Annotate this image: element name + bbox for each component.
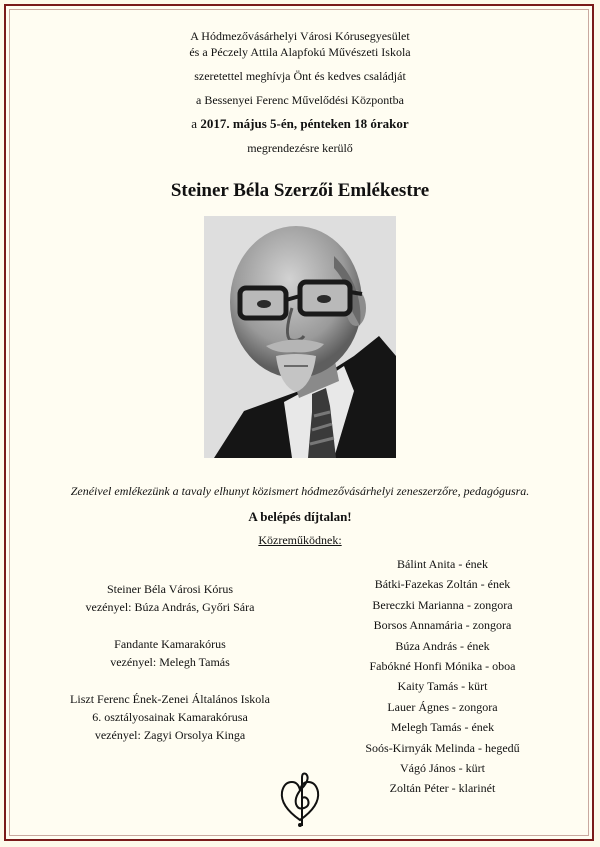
organizer-line-1: A Hódmezővásárhelyi Városi Kórusegyesület	[190, 29, 410, 43]
organizer-line-2: és a Péczely Attila Alapfokú Művészeti Iskola	[189, 45, 411, 59]
soloist-item: Búza András - ének	[395, 638, 490, 653]
invite-line: szeretettel meghívja Önt és kedves családját	[194, 69, 406, 83]
ensemble-conductor: vezényel: Zagyi Orsolya Kinga	[94, 728, 246, 742]
soloist-item: Kaity Tamás - kürt	[397, 679, 488, 694]
soloist-item: Fabókné Honfi Mónika - oboa	[369, 658, 516, 673]
ensemble-item	[40, 580, 300, 616]
ensemble-name: Steiner Béla Városi Kórus	[106, 582, 234, 596]
soloist-item: Borsos Annamária - zongora	[373, 618, 512, 633]
ensemble-item	[40, 635, 300, 671]
portrait-photo	[204, 216, 396, 458]
event-date: 2017. május 5-én, pénteken 18 órakor	[200, 116, 409, 131]
event-title: Steiner Béla Szerzői Emlékestre	[170, 180, 430, 201]
ensemble-name-continued: 6. osztályosainak Kamarakórusa	[92, 710, 248, 724]
venue-line: a Bessenyei Ferenc Művelődési Központba	[196, 93, 404, 107]
free-entry-note: A belépés díjtalan!	[248, 509, 352, 524]
composer-portrait	[204, 216, 396, 458]
soloist-item: Vágó János - kürt	[400, 760, 485, 775]
ensemble-conductor: vezényel: Búza András, Győri Sára	[85, 600, 255, 614]
ensemble-name: Fandante Kamarakórus	[114, 637, 226, 651]
ensembles-list	[40, 580, 300, 763]
date-line	[0, 116, 600, 132]
soloist-item: Bálint Anita - ének	[397, 557, 488, 571]
soloist-item: Lauer Ágnes - zongora	[387, 699, 498, 714]
heart-treble-clef-icon	[274, 770, 326, 828]
invitation-header	[0, 28, 600, 156]
soloist-item: Zoltán Péter - klarinét	[389, 781, 496, 796]
tribute-tagline: Zenéivel emlékezünk a tavaly elhunyt közismert hódmezővásárhelyi zeneszerzőre, pedagógusra.	[70, 484, 530, 498]
soloist-item: Bátki-Fazekas Zoltán - ének	[374, 577, 511, 592]
ensemble-name: Liszt Ferenc Ének-Zenei Általános Iskola	[70, 692, 270, 706]
soloist-item: Melegh Tamás - ének	[390, 720, 495, 735]
event-intro: megrendezésre kerülő	[247, 141, 353, 155]
soloist-item: Bereczki Marianna - zongora	[372, 597, 513, 612]
ensemble-conductor: vezényel: Melegh Tamás	[110, 655, 230, 669]
soloists-list	[330, 554, 555, 799]
ensemble-item	[40, 690, 300, 744]
contributors-heading: Közreműködnek:	[258, 533, 342, 547]
soloist-item: Soós-Kirnyák Melinda - hegedű	[365, 740, 520, 755]
date-prefix: a	[191, 116, 198, 131]
